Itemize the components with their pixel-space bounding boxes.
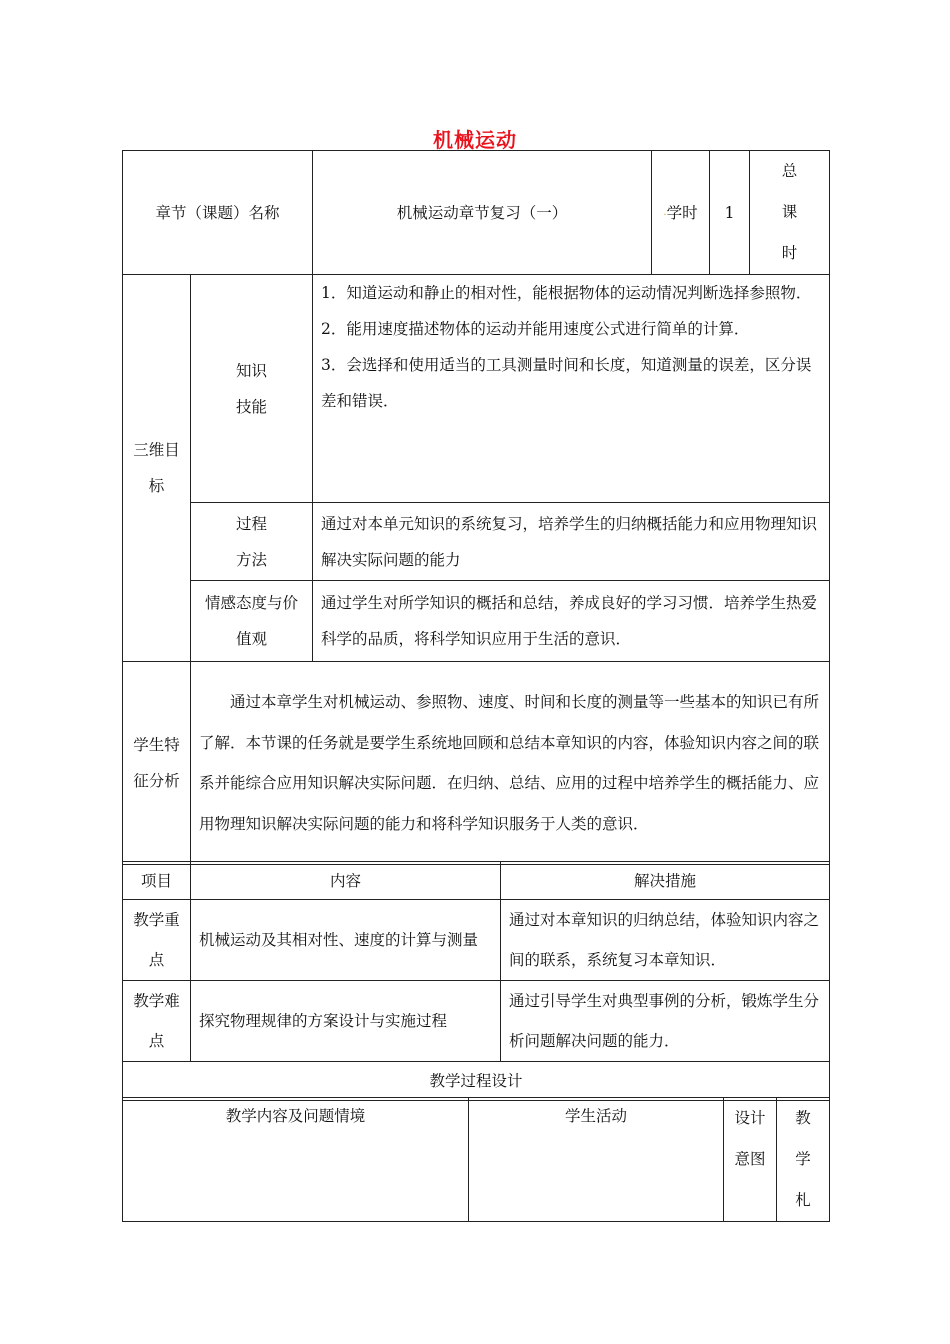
key-points-table — [122, 861, 830, 1101]
process-design-title: 教学过程设计 — [123, 1062, 830, 1101]
knowledge-item: 2．能用速度描述物体的运动并能用速度公式进行简单的计算． — [321, 320, 750, 338]
hours-label: .学时 — [652, 151, 710, 275]
header-student-activity: 学生活动 — [469, 1098, 724, 1222]
header-content: 内容 — [191, 862, 501, 900]
lesson-plan-table — [122, 150, 830, 865]
student-analysis: 通过本章学生对机械运动、参照物、速度、时间和长度的测量等一些基本的知识已有所了解．本节课的任务就是要学生系统地回顾和总结本章知识的内容，体验知识内容之间的联系并能综合应用知识解决实际问题．在归纳、总结、应用的过程中培养学生的概括能力、应用物理知识解决实际问题的能力和将科学知识服务于人类的意识． — [191, 662, 830, 865]
student-label: 学生特 征分析 — [123, 662, 191, 865]
emotion-label: 情感态度与价 值观 — [191, 581, 313, 662]
knowledge-item: 1．知道运动和静止的相对性，能根据物体的运动情况判断选择参照物． — [321, 284, 812, 302]
header-item: 项目 — [123, 862, 191, 900]
process-design-table — [122, 1097, 830, 1222]
knowledge-items — [313, 275, 830, 503]
chapter-value: 机械运动章节复习（一） — [313, 151, 652, 275]
difficulty-content: 探究物理规律的方案设计与实施过程 — [191, 981, 501, 1062]
process-label: 过程 方法 — [191, 503, 313, 581]
header-measure: 解决措施 — [501, 862, 830, 900]
process-text: 通过对本单元知识的系统复习，培养学生的归纳概括能力和应用物理知识解决实际问题的能力 — [313, 503, 830, 581]
chapter-label: 章节（课题）名称 — [123, 151, 313, 275]
key-point-content: 机械运动及其相对性、速度的计算与测量 — [191, 900, 501, 981]
goals-label: 三维目 标 — [123, 275, 191, 662]
knowledge-label: 知识 技能 — [191, 275, 313, 503]
header-teaching-notes: 教 学 札 — [777, 1098, 830, 1222]
page-title: 机械运动 — [433, 128, 517, 152]
key-point-label: 教学重 点 — [123, 900, 191, 981]
knowledge-item: 3．会选择和使用适当的工具测量时间和长度，知道测量的误差，区分误差和错误． — [321, 356, 812, 410]
header-design-intent: 设计 意图 — [724, 1098, 777, 1222]
total-hours-label: 总 课 时 — [750, 151, 830, 275]
difficulty-label: 教学难 点 — [123, 981, 191, 1062]
key-point-measure: 通过对本章知识的归纳总结，体验知识内容之间的联系，系统复习本章知识． — [501, 900, 830, 981]
hours-value: 1 — [710, 151, 750, 275]
header-teaching-content: 教学内容及问题情境 — [123, 1098, 469, 1222]
difficulty-measure: 通过引导学生对典型事例的分析，锻炼学生分析问题解决问题的能力． — [501, 981, 830, 1062]
emotion-text: 通过学生对所学知识的概括和总结，养成良好的学习习惯．培养学生热爱科学的品质，将科学知识应用于生活的意识． — [313, 581, 830, 662]
